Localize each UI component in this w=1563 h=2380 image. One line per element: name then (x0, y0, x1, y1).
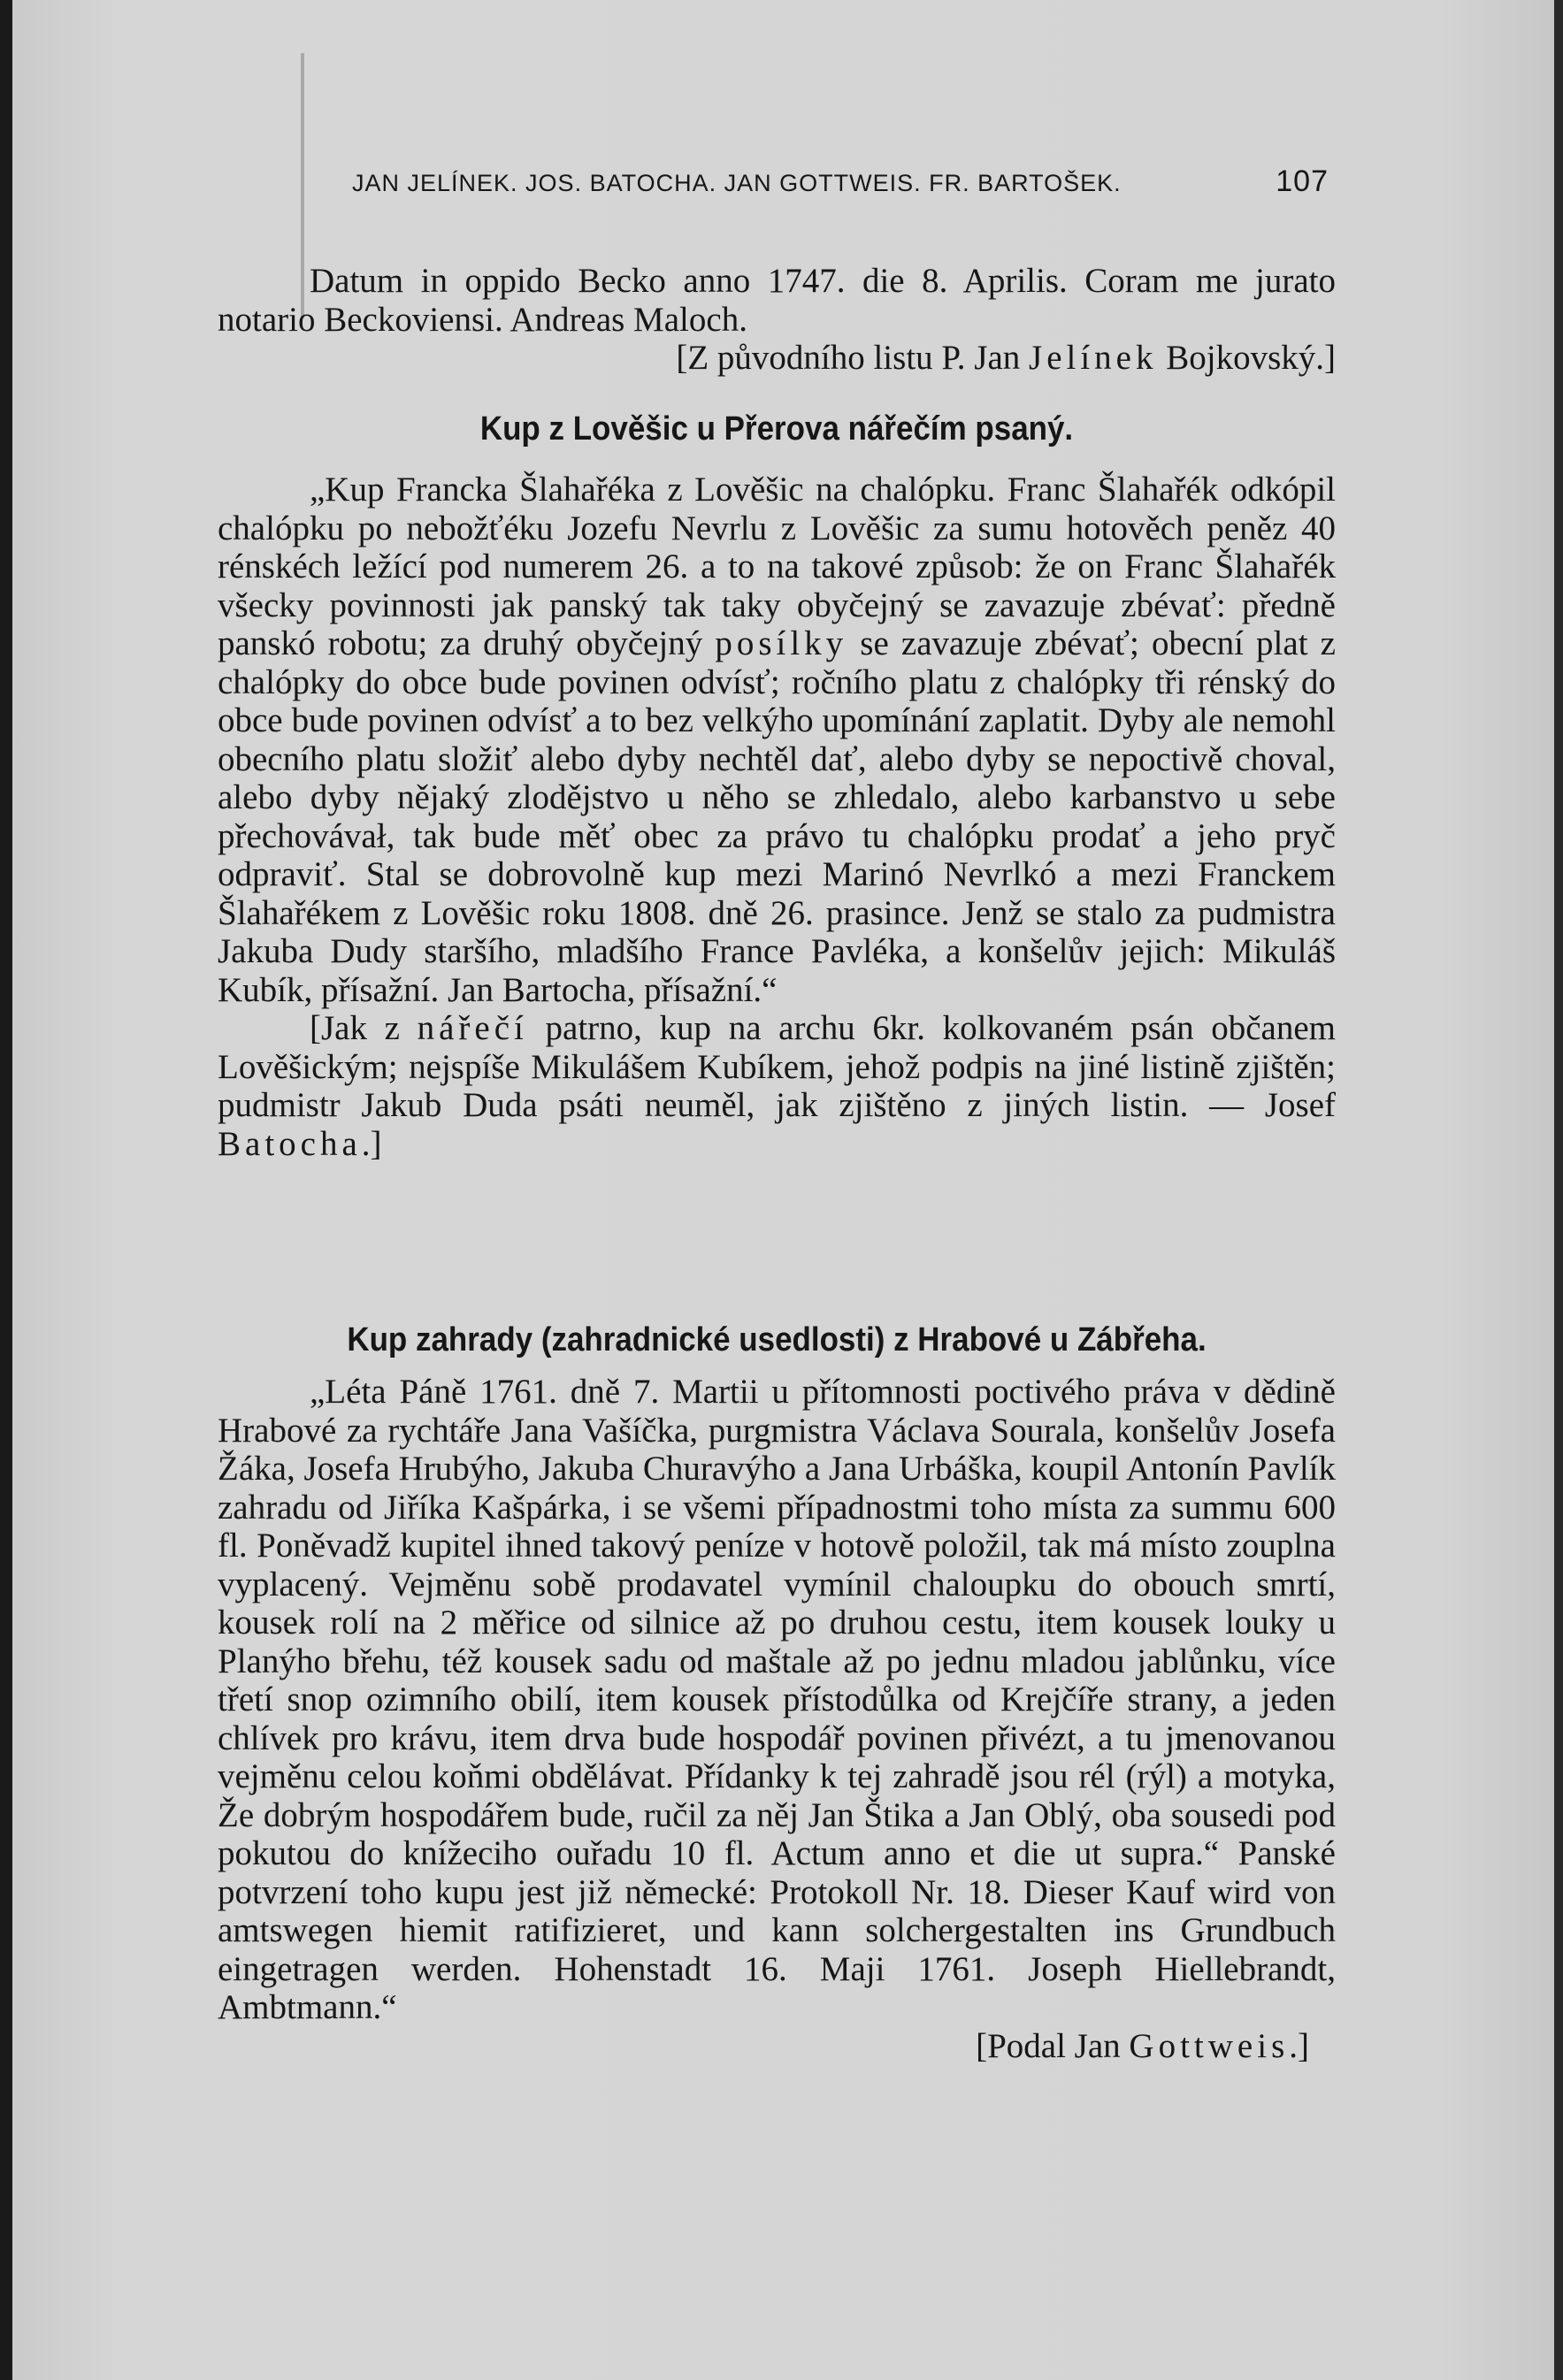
running-title: JAN JELÍNEK. JOS. BATOCHA. JAN GOTTWEIS. FR. BARTOŠEK. (352, 170, 1122, 196)
source-note-2: [Podal Jan Gottweis.] (976, 2026, 1309, 2065)
hrabova-deed-paragraph: „Léta Páně 1761. dně 7. Martii u přítomnosti poctivého práva v dědině Hrabové za rychtáře Jana Vašíčka, purgmistra Václava Sourala, konšelův Josefa Žáka, Josefa Hrubýho, Jakuba Churavýho a Jana Urbáška, koupil Antonín Pavlík zahradu od Jiříka Kašpárka, i se všemi případnostmi toho místa za summu 600 fl. Poněvadž kupitel ihned takový peníze v hotově položil, tak má místo zouplna vyplacený. Vejměnu sobě prodavatel vymínil chaloupku do obouch smrtí, kousek rolí na 2 měřice od silnice až po druhou cestu, item kousek louky u Planýho břehu, též kousek sadu od maštale až po jednu mladou jablůnku, více třetí snop ozimního obilí, item kousek přístodůlka od Krejčíře strany, a jeden chlívek pro krávu, item drva bude hospodář povinen přivézt, a tu jmenovanou vejměnu celou koňmi obdělávat. Přídanky k tej zahradě jsou rél (rýl) a motyka, Že dobrým hospodářem bude, ručil za něj Jan Štika a Jan Oblý, oba sousedi pod pokutou do knížeciho ouřadu 10 fl. Actum anno et die ut supra.“ Panské potvrzení toho kupu jest již německé: Protokoll Nr. 18. Dieser Kauf wird von amtswegen hiemit ratifizieret, und kann solchergestalten ins Grundbuch eingetragen werden. Hohenstadt 16. Maji 1761. Joseph Hiellebrandt, Ambtmann.“ (218, 1373, 1336, 2026)
spaced-word: posílky (715, 624, 848, 662)
source-note-1: [Z původního listu P. Jan Jelínek Bojkovský.] (676, 339, 1336, 377)
section-body-1 (218, 471, 1336, 1163)
spaced-word: nářečí (417, 1009, 528, 1047)
left-scan-edge (0, 0, 12, 2380)
datum-paragraph: Datum in oppido Becko anno 1747. die 8. Aprilis. Coram me jurato notario Beckoviensi. Andreas Maloch. (218, 262, 1336, 339)
right-scan-edge (1554, 0, 1563, 2380)
editor-note-paragraph: [Jak z nářečí patrno, kup na archu 6kr. kolkovaném psán občanem Lověšickým; nejspíše Mikulášem Kubíkem, jehož podpis na jiné listině zjištěn; pudmistr Jakub Duda psáti neuměl, jak zjištěno z jiných listin. — Josef Batocha.] (218, 1009, 1336, 1163)
lovesice-deed-paragraph: „Kup Francka Šlahařéka z Lověšic na chalópku. Franc Šlahařék odkópil chalópku po nebožťéku Jozefu Nevrlu z Lověšic za sumu hotověch peněz 40 rénskéch ležící pod numerem 26. a to na takové způsob: že on Franc Šlahařék všecky povinnosti jak panský tak taky obyčejný se zavazuje zbévať: předně panskó robotu; za druhý obyčejný posílky se zavazuje zbévať; obecní plat z chalópky do obce bude povinen odvísť; ročního platu z chalópky tři rénský do obce bude povinen odvísť a to bez velkýho upomínání zaplatit. Dyby ale nemohl obecního platu složiť alebo dyby nechtěl dať, alebo dyby se nepoctivě choval, alebo dyby nějaký zlodějstvo u něho se zhledalo, alebo karbanstvo u sebe přechovávał, tak bude měť obec za právo tu chalópku prodať a jeho pryč odpraviť. Stal se dobrovolně kup mezi Marinó Nevrlkó a mezi Franckem Šlahařékem z Lověšic roku 1808. dně 26. prasince. Jenž se stalo za pudmistra Jakuba Dudy staršího, mladšího France Pavléka, a konšelův jejich: Mikuláš Kubík, přísažní. Jan Bartocha, přísažní.“ (218, 471, 1336, 1009)
section-heading-2: Kup zahrady (zahradnické usedlosti) z Hrabové u Zábřeha. (347, 1321, 1207, 1358)
page-number: 107 (1276, 165, 1329, 198)
spaced-name: Jelínek (1029, 339, 1158, 377)
opening-block (218, 262, 1336, 378)
spaced-name: Gottweis (1129, 2026, 1290, 2065)
section-body-2 (218, 1373, 1336, 2065)
page-header (352, 165, 1329, 209)
spaced-name: Batocha (218, 1124, 362, 1163)
section-heading-1: Kup z Lověšic u Přerova nářečím psaný. (479, 410, 1074, 448)
